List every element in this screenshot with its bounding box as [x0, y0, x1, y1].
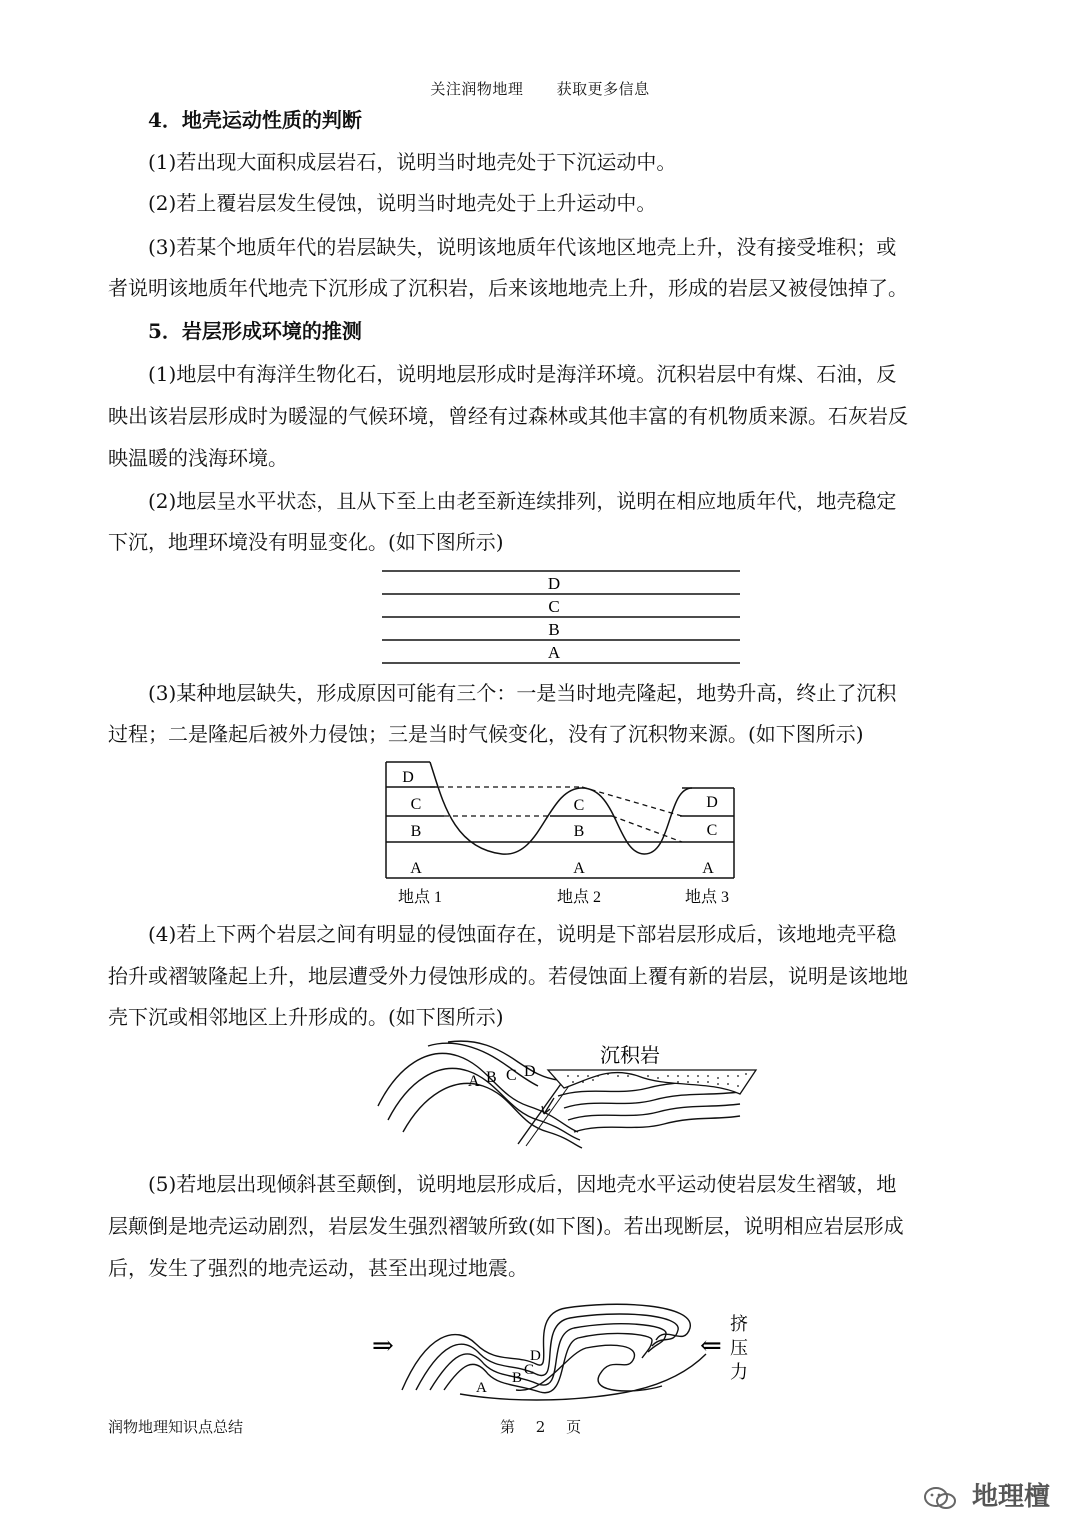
section4-p1: (1)若出现大面积成层岩石，说明当时地壳处于下沉运动中。 [148, 150, 677, 174]
section5-p5-line3: 后，发生了强烈的地壳运动，甚至出现过地震。 [108, 1256, 528, 1280]
sedimentary-rock-label: 沉积岩 [600, 1045, 660, 1067]
label-b-site2: B [573, 823, 585, 840]
header-left-text: 关注润物地理 [430, 80, 524, 98]
label-c-site1: C [410, 796, 422, 813]
correlation-dashed-line [612, 816, 682, 842]
force-label-3: 力 [730, 1362, 748, 1382]
layer-label-b: B [548, 620, 560, 639]
header-right-text: 获取更多信息 [556, 80, 650, 98]
page-prefix: 第 [500, 1418, 516, 1436]
section5-p1-line1: (1)地层中有海洋生物化石，说明地层形成时是海洋环境。沉积岩层中有煤、石油，反 [148, 362, 897, 386]
layer-label-a: A [547, 643, 561, 662]
label-d-site3: D [706, 794, 718, 811]
section5-p4-line3: 壳下沉或相邻地区上升形成的。(如下图所示) [108, 1005, 504, 1029]
site-label-2: 地点 2 [556, 889, 602, 906]
section5-p4-line2: 抬升或褶皱隆起上升，地层遭受外力侵蚀形成的。若侵蚀面上覆有新的岩层，说明是该地地 [108, 964, 908, 988]
label-d-site1: D [402, 769, 414, 786]
layer-label-d: D [524, 1063, 536, 1080]
compression-arrow-right: ⇐ [700, 1331, 722, 1360]
layer-label-b: B [512, 1370, 523, 1386]
section4-title: 4．地壳运动性质的判断 [148, 108, 362, 132]
label-a-site2: A [573, 860, 585, 877]
figure-missing-strata [382, 758, 742, 910]
section5-p2-line2: 下沉，地理环境没有明显变化。(如下图所示) [108, 530, 504, 554]
figure-overturned-fold [366, 1294, 762, 1406]
label-b-site1: B [410, 823, 422, 840]
section4-p3-line1: (3)若某个地质年代的岩层缺失，说明该地质年代该地区地壳上升，没有接受堆积；或 [148, 235, 897, 259]
wechat-icon [923, 1486, 957, 1510]
figure-horizontal-strata [380, 568, 742, 666]
layer-label-a: A [468, 1073, 480, 1090]
page-header [0, 78, 1080, 99]
layer-label-a: A [476, 1380, 487, 1396]
label-a-site1: A [410, 860, 422, 877]
section5-p1-line2: 映出该岩层形成时为暖湿的气候环境，曾经有过森林或其他丰富的有机物质来源。石灰岩反 [108, 404, 908, 428]
fold-layers [402, 1304, 706, 1400]
page-suffix: 页 [566, 1418, 582, 1436]
layer-label-d: D [547, 574, 561, 593]
layer-label-c: C [548, 597, 560, 616]
layer-label-c: C [524, 1362, 535, 1378]
section4-p2: (2)若上覆岩层发生侵蚀，说明当时地壳处于上升运动中。 [148, 191, 657, 215]
section5-p3-line1: (3)某种地层缺失，形成原因可能有三个：一是当时地壳隆起，地势升高，终止了沉积 [148, 681, 897, 705]
section5-p4-line1: (4)若上下两个岩层之间有明显的侵蚀面存在，说明是下部岩层形成后，该地地壳平稳 [148, 922, 897, 946]
footer-page-indicator [500, 1416, 581, 1437]
site-label-1: 地点 1 [397, 889, 443, 906]
section5-title: 5．岩层形成环境的推测 [148, 319, 362, 343]
section5-p3-line2: 过程；二是隆起后被外力侵蚀；三是当时气候变化，没有了沉积物来源。(如下图所示) [108, 722, 864, 746]
section5-p5-line2: 层颠倒是地壳运动剧烈，岩层发生强烈褶皱所致(如下图)。若出现断层，说明相应岩层形成 [108, 1214, 904, 1238]
section5-p2-line1: (2)地层呈水平状态，且从下至上由老至新连续排列，说明在相应地质年代，地壳稳定 [148, 489, 897, 513]
figure-unconformity [368, 1036, 768, 1154]
layer-label-d: D [530, 1348, 541, 1364]
section4-p3-line2: 者说明该地质年代地壳下沉形成了沉积岩，后来该地地壳上升，形成的岩层又被侵蚀掉了。 [108, 276, 908, 300]
watermark-text: 地理檀 [971, 1482, 1050, 1512]
correlation-dashed-line [582, 787, 682, 816]
label-c-site2: C [573, 797, 585, 814]
label-c-site3: C [706, 822, 718, 839]
layer-label-b: B [486, 1069, 497, 1086]
sedimentary-rock-wedge [548, 1070, 756, 1094]
compression-arrow-left: ⇒ [372, 1331, 394, 1360]
layer-label-c: C [506, 1067, 517, 1084]
force-label-2: 压 [730, 1338, 748, 1358]
wechat-watermark [923, 1476, 1050, 1513]
section5-p5-line1: (5)若地层出现倾斜甚至颠倒，说明地层形成后，因地壳水平运动使岩层发生褶皱，地 [148, 1172, 897, 1196]
page-number: 2 [535, 1418, 546, 1436]
label-a-site3: A [702, 860, 714, 877]
footer-left-text: 润物地理知识点总结 [108, 1418, 244, 1436]
force-label-1: 挤 [730, 1314, 748, 1334]
section5-p1-line3: 映温暖的浅海环境。 [108, 446, 288, 470]
site-label-3: 地点 3 [684, 889, 730, 906]
